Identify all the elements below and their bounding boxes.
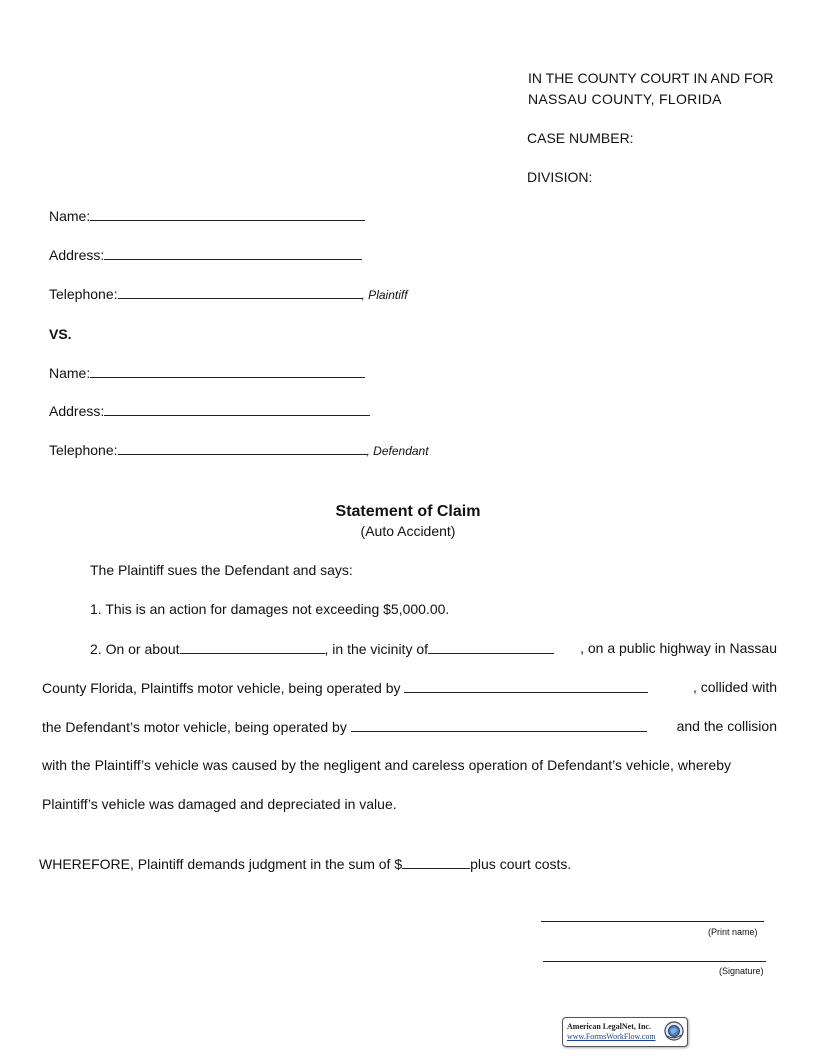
defendant-role-label: , Defendant — [366, 444, 429, 458]
defendant-address-label: Address: — [49, 403, 105, 419]
logo-website-link[interactable]: www.FormsWorkFlow.com — [567, 1032, 656, 1041]
defendant-address-row — [49, 402, 370, 419]
globe-icon — [664, 1021, 684, 1041]
plaintiff-telephone-label: Telephone: — [49, 286, 118, 302]
statement-subtitle: (Auto Accident) — [360, 523, 456, 539]
defendant-name-row — [49, 364, 365, 381]
judgment-amount-field[interactable] — [402, 855, 470, 869]
statement-title: Statement of Claim — [335, 503, 481, 520]
versus-label: VS. — [49, 326, 72, 342]
court-title-line1: IN THE COUNTY COURT IN AND FOR — [528, 70, 774, 86]
wherefore-clause — [39, 855, 571, 872]
line3-text-b: and the collision — [676, 718, 777, 734]
claim-item-2-line1 — [90, 640, 777, 657]
claim-item-2-line2 — [42, 679, 777, 696]
signature-line[interactable] — [543, 961, 766, 962]
defendant-name-field[interactable] — [90, 364, 365, 378]
line2-text-b: , collided with — [692, 679, 777, 695]
defendant-telephone-field[interactable] — [118, 441, 367, 455]
accident-date-field[interactable] — [180, 640, 325, 654]
plaintiff-telephone-row — [49, 285, 408, 302]
claim-item-2-line4: with the Plaintiff’s vehicle was caused by the negligent and careless operation of Defendant’s vehicle, whereby — [42, 757, 732, 773]
item2-text-b: , in the vicinity of — [324, 641, 429, 657]
plaintiff-address-field[interactable] — [104, 246, 362, 260]
accident-location-field[interactable] — [428, 640, 554, 654]
item2-text-c: , on a public highway in Nassau — [580, 640, 777, 656]
plaintiff-telephone-field[interactable] — [118, 285, 362, 299]
plaintiff-name-row — [49, 207, 365, 224]
logo-company-name: American LegalNet, Inc. — [567, 1022, 651, 1031]
plaintiff-name-field[interactable] — [90, 207, 365, 221]
plaintiff-driver-field[interactable] — [404, 679, 648, 693]
claim-item-2-line5: Plaintiff’s vehicle was damaged and depreciated in value. — [42, 796, 397, 812]
plaintiff-address-row — [49, 246, 362, 263]
defendant-telephone-row — [49, 441, 429, 458]
line3-text-a: the Defendant’s motor vehicle, being operated by — [42, 719, 347, 735]
claim-item-1: 1. This is an action for damages not exceeding $5,000.00. — [90, 601, 450, 617]
claim-item-2-line3 — [42, 718, 777, 735]
wherefore-text-b: plus court costs. — [470, 856, 572, 872]
wherefore-text-a: WHEREFORE, Plaintiff demands judgment in the sum of $ — [39, 856, 403, 872]
signature-label: (Signature) — [719, 966, 764, 976]
plaintiff-name-label: Name: — [49, 208, 91, 224]
line2-text-a: County Florida, Plaintiffs motor vehicle, being operated by — [42, 680, 401, 696]
statement-intro: The Plaintiff sues the Defendant and says: — [90, 562, 353, 578]
court-title-line2: NASSAU COUNTY, FLORIDA — [528, 91, 722, 107]
footer-logo[interactable] — [562, 1017, 688, 1047]
plaintiff-address-label: Address: — [49, 247, 105, 263]
defendant-driver-field[interactable] — [351, 718, 647, 732]
defendant-name-label: Name: — [49, 365, 91, 381]
plaintiff-role-label: , Plaintiff — [361, 288, 408, 302]
print-name-line[interactable] — [541, 921, 764, 922]
case-number-label: CASE NUMBER: — [527, 130, 634, 146]
defendant-address-field[interactable] — [104, 402, 370, 416]
defendant-telephone-label: Telephone: — [49, 442, 118, 458]
division-label: DIVISION: — [527, 169, 593, 185]
item2-text-a: 2. On or about — [90, 641, 180, 657]
print-name-label: (Print name) — [708, 927, 758, 937]
